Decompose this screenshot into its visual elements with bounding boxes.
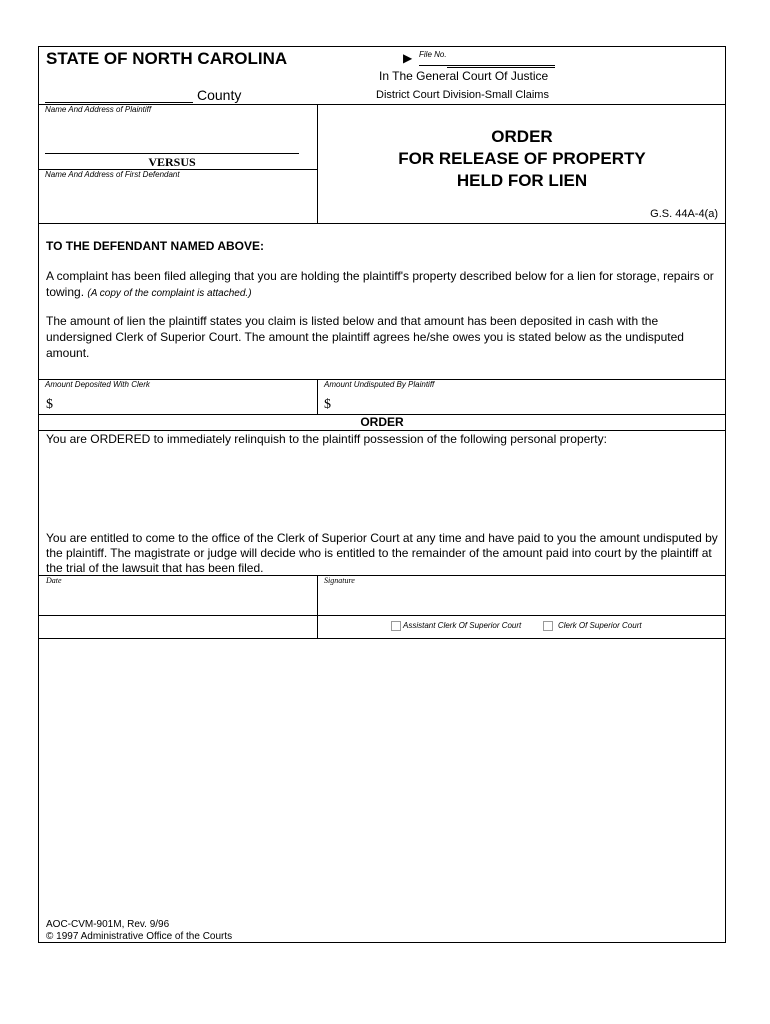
divider: [317, 104, 318, 223]
title-line1: ORDER: [491, 127, 553, 146]
order-text1: You are ORDERED to immediately relinquish to the plaintiff possession of the following personal property:: [46, 432, 607, 446]
deposited-label: Amount Deposited With Clerk: [45, 380, 150, 389]
notice-para1-text: A complaint has been filed alleging that you are holding the plaintiff's property described below for a lien for storage, repairs or towing.: [46, 269, 714, 299]
title-line2: FOR RELEASE OF PROPERTY: [398, 149, 646, 168]
state-title: STATE OF NORTH CAROLINA: [46, 49, 288, 68]
notice-para2: The amount of lien the plaintiff states you claim is listed below and that amount has been deposited in cash with the undersigned Clerk of Superior Court. The amount the plaintiff agrees he/she owes you is stated below as the undisputed amount.: [46, 314, 684, 360]
file-no-field[interactable]: [419, 65, 555, 66]
deposited-field[interactable]: $: [46, 397, 53, 412]
checkbox-icon[interactable]: [543, 621, 553, 631]
copyright: © 1997 Administrative Office of the Courts: [46, 931, 233, 942]
title-line3: HELD FOR LIEN: [456, 171, 588, 190]
county-label: County: [197, 87, 242, 103]
property-description-field[interactable]: [46, 449, 718, 529]
assistant-clerk-label: Assistant Clerk Of Superior Court: [403, 621, 522, 631]
notice-para1: [46, 268, 718, 302]
divider: [39, 638, 725, 639]
form-number: AOC-CVM-901M, Rev. 9/96: [46, 919, 170, 930]
divider: [39, 615, 725, 616]
checkbox-icon[interactable]: [391, 621, 401, 631]
plaintiff-field[interactable]: [45, 153, 299, 154]
undisputed-field[interactable]: $: [324, 397, 331, 412]
clerk-label: Clerk Of Superior Court: [558, 621, 642, 631]
assistant-clerk-option[interactable]: [391, 621, 521, 631]
file-no-underline: [447, 67, 555, 68]
footer: [46, 919, 232, 943]
date-field[interactable]: [41, 587, 315, 615]
date-label: Date: [46, 576, 62, 585]
order-text2: You are entitled to come to the office of the Clerk of Superior Court at any time and have paid to you the amount undisputed by the plaintiff. The magistrate or judge will decide who is entitled to the remainder of the amount paid into court by the plaintiff at the trial of the lawsuit that has been filed.: [46, 531, 718, 575]
file-no-label: File No.: [419, 50, 447, 59]
defendant-label: Name And Address of First Defendant: [45, 170, 180, 179]
county-field[interactable]: [45, 102, 193, 103]
plaintiff-label: Name And Address of Plaintiff: [45, 105, 152, 114]
order-heading: ORDER: [360, 415, 404, 429]
statute-ref: G.S. 44A-4(a): [650, 208, 718, 220]
form-frame: [38, 46, 726, 943]
versus-label: VERSUS: [148, 155, 196, 169]
notice-para1-note: (A copy of the complaint is attached.): [87, 288, 252, 299]
undisputed-label: Amount Undisputed By Plaintiff: [324, 380, 435, 389]
divider: [39, 223, 725, 224]
signature-label: Signature: [324, 576, 355, 585]
court-line2: District Court Division-Small Claims: [376, 89, 549, 101]
clerk-option[interactable]: [543, 621, 642, 631]
divider: [317, 575, 318, 638]
signature-field[interactable]: [321, 587, 721, 615]
arrow-icon: ▶: [403, 51, 413, 65]
court-line1: In The General Court Of Justice: [379, 69, 549, 83]
divider: [39, 575, 725, 576]
divider: [317, 379, 318, 414]
notice-heading: TO THE DEFENDANT NAMED ABOVE:: [46, 239, 265, 253]
form-title: [319, 126, 725, 192]
